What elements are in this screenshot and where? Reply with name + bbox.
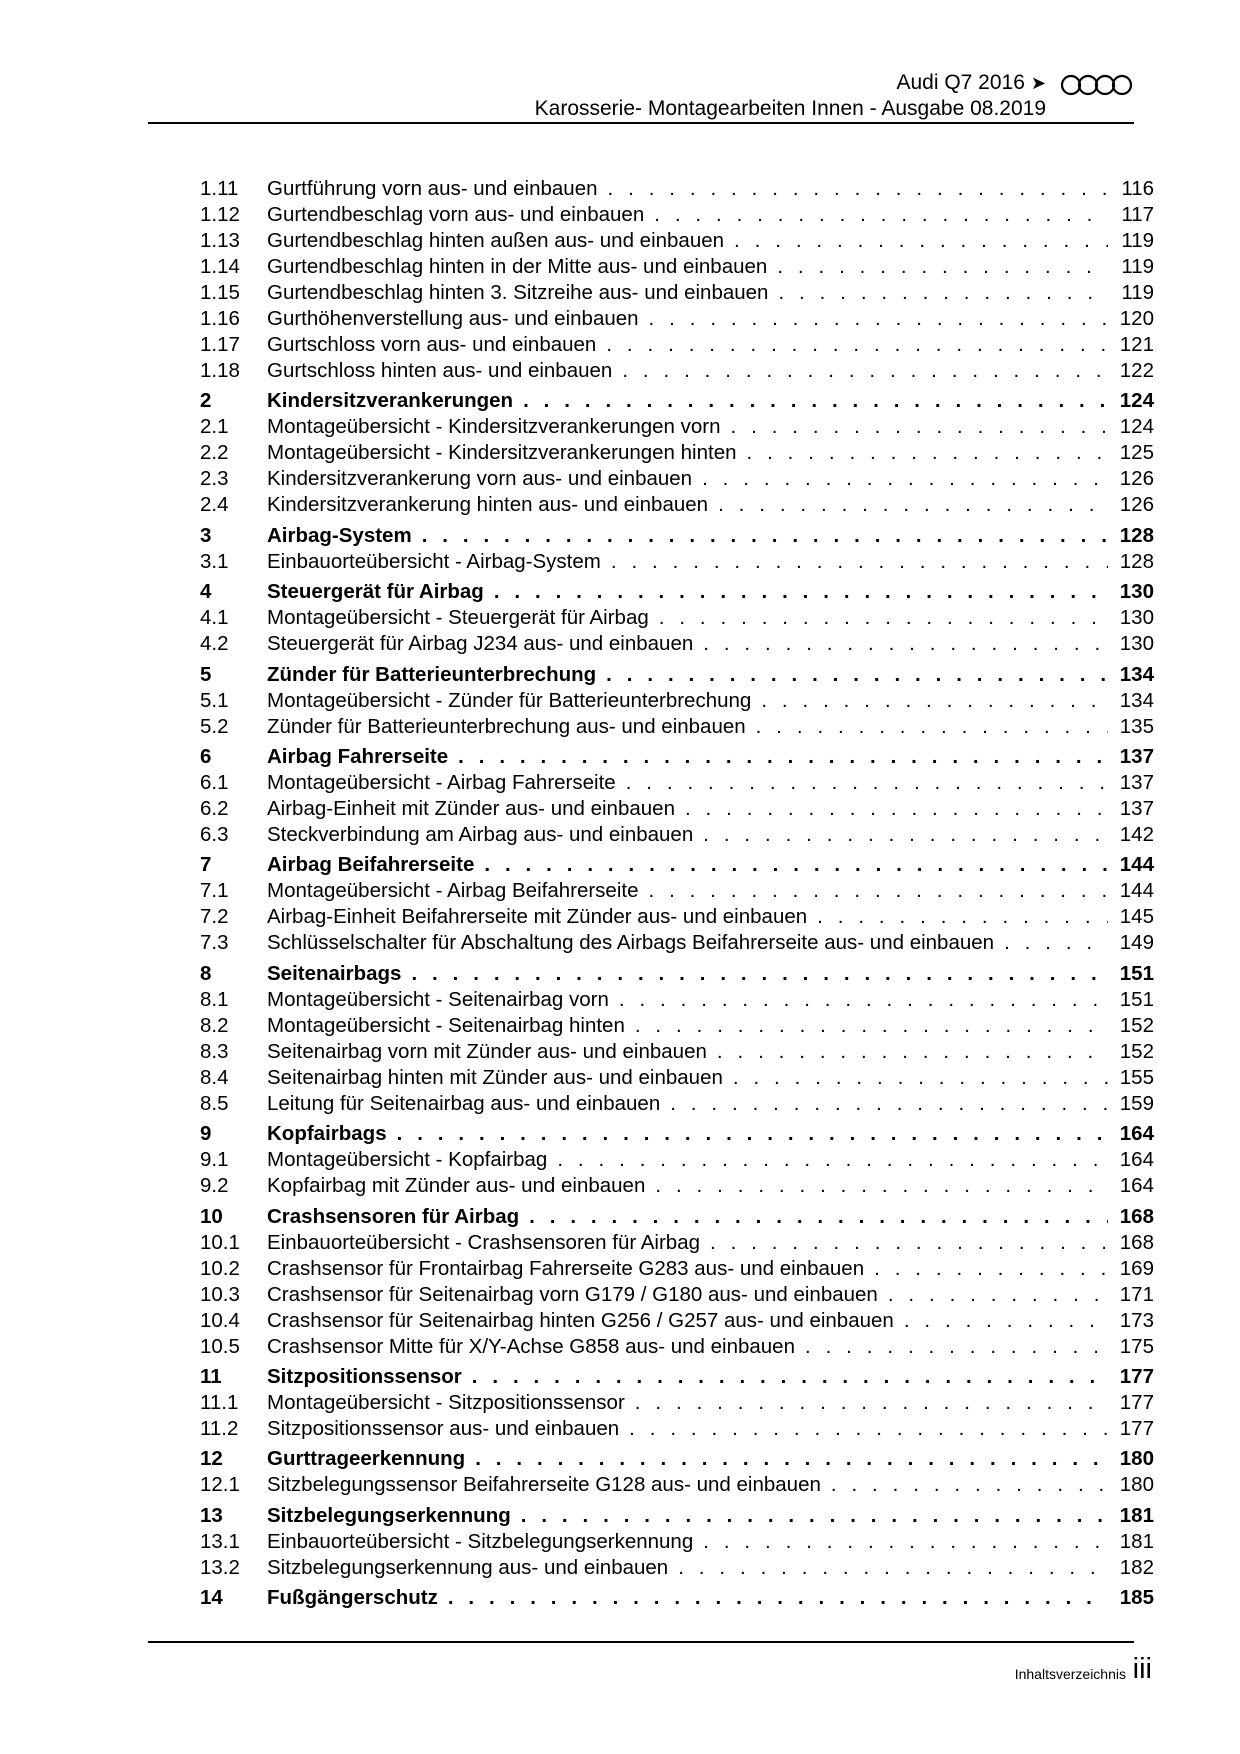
- toc-dot-leader: [521, 1503, 1108, 1529]
- toc-entry-title: Montageübersicht - Sitzpositionssensor: [267, 1390, 625, 1414]
- footer-page-number: iii: [1132, 1653, 1152, 1685]
- toc-chapter-entry[interactable]: [200, 1364, 1154, 1390]
- toc-entry-title: Gurtschloss vorn aus- und einbauen: [267, 333, 597, 356]
- toc-entry-title: Steuergerät für Airbag: [267, 580, 484, 604]
- toc-entry-number: 2.4: [200, 493, 229, 517]
- toc-section-entry[interactable]: [200, 1334, 1154, 1360]
- toc-entry-number: 13: [200, 1503, 223, 1527]
- toc-entry-number: 7: [200, 853, 212, 877]
- toc-section-entry[interactable]: [200, 1390, 1154, 1416]
- toc-chapter-entry[interactable]: [200, 523, 1154, 549]
- toc-entry-page: 175: [1119, 1334, 1154, 1358]
- toc-entry-title: Einbauorteübersicht - Crashsensoren für Airbag: [267, 1230, 701, 1254]
- toc-entry-title: Montageübersicht - Seitenairbag vorn: [267, 987, 609, 1011]
- toc-entry-page: 171: [1119, 1282, 1154, 1306]
- toc-dot-leader: [397, 1121, 1108, 1147]
- toc-entry-title: Fußgängerschutz: [267, 1586, 438, 1610]
- toc-section-entry[interactable]: [200, 1282, 1154, 1308]
- toc-entry-number: 1.12: [200, 203, 240, 226]
- toc-entry-number: 8.1: [200, 987, 229, 1011]
- toc-entry-number: 13.2: [200, 1555, 240, 1579]
- toc-entry-title: Sitzbelegungssensor Beifahrerseite G128 aus- und einbauen: [267, 1473, 821, 1497]
- toc-dot-leader: [777, 254, 1108, 280]
- toc-entry-page: 137: [1119, 770, 1154, 794]
- toc-dot-leader: [731, 414, 1108, 440]
- toc-dot-leader: [670, 1091, 1108, 1117]
- toc-entry-page: 137: [1119, 744, 1154, 768]
- toc-entry-number: 12: [200, 1447, 223, 1471]
- toc-dot-leader: [747, 440, 1109, 466]
- toc-entry-page: 130: [1119, 580, 1154, 604]
- toc-entry-number: 1.16: [200, 307, 240, 330]
- toc-section-entry[interactable]: [200, 254, 1154, 280]
- toc-dot-leader: [703, 1529, 1108, 1555]
- toc-dot-leader: [422, 523, 1108, 549]
- toc-entry-title: Airbag Beifahrerseite: [267, 853, 475, 877]
- page-header: [148, 70, 1134, 124]
- toc-section-entry[interactable]: [200, 904, 1154, 930]
- toc-dot-leader: [635, 1390, 1108, 1416]
- toc-chapter-entry[interactable]: [200, 1503, 1154, 1529]
- toc-dot-leader: [608, 176, 1108, 202]
- toc-entry-number: 4.1: [200, 606, 229, 630]
- toc-entry-number: 1.15: [200, 281, 240, 304]
- toc-chapter-entry[interactable]: [200, 1585, 1154, 1611]
- toc-section-entry[interactable]: [200, 1308, 1154, 1334]
- toc-entry-page: 119: [1121, 281, 1154, 304]
- toc-entry-title: Montageübersicht - Kindersitzverankerungen hinten: [267, 441, 737, 465]
- toc-entry-title: Steckverbindung am Airbag aus- und einbauen: [267, 822, 694, 846]
- toc-entry-title: Sitzbelegungserkennung: [267, 1503, 511, 1527]
- toc-entry-number: 6.3: [200, 822, 229, 846]
- toc-entry-title: Montageübersicht - Seitenairbag hinten: [267, 1013, 625, 1037]
- toc-entry-title: Gurtendbeschlag hinten in der Mitte aus- und einbauen: [267, 255, 768, 278]
- toc-entry-page: 135: [1119, 714, 1154, 738]
- toc-entry-number: 12.1: [200, 1473, 240, 1497]
- toc-entry-title: Sitzpositionssensor aus- und einbauen: [267, 1416, 620, 1440]
- toc-section-entry[interactable]: [200, 332, 1154, 358]
- toc-entry-title: Kindersitzverankerungen: [267, 389, 514, 413]
- toc-entry-number: 14: [200, 1586, 223, 1610]
- toc-entry-title: Kindersitzverankerung hinten aus- und einbauen: [267, 493, 709, 517]
- audi-rings-logo: [1060, 74, 1134, 96]
- toc-entry-number: 7.2: [200, 905, 229, 929]
- toc-entry-number: 3.1: [200, 549, 229, 573]
- footer-divider: [148, 1641, 1134, 1643]
- toc-entry-page: 128: [1119, 549, 1154, 573]
- toc-dot-leader: [649, 306, 1108, 332]
- toc-section-entry[interactable]: [200, 1472, 1154, 1498]
- toc-entry-number: 10.3: [200, 1282, 240, 1306]
- toc-section-entry[interactable]: [200, 1173, 1154, 1199]
- toc-entry-page: 130: [1119, 606, 1154, 630]
- toc-entry-number: 10.2: [200, 1256, 240, 1280]
- toc-entry-number: 2: [200, 389, 212, 413]
- toc-entry-number: 7.3: [200, 931, 229, 955]
- toc-entry-page: 173: [1119, 1308, 1154, 1332]
- toc-section-entry[interactable]: [200, 1091, 1154, 1117]
- toc-entry-number: 4.2: [200, 632, 229, 656]
- toc-section-entry[interactable]: [200, 358, 1154, 384]
- toc-entry-page: 152: [1119, 1013, 1154, 1037]
- toc-dot-leader: [472, 1364, 1108, 1390]
- toc-entry-page: 137: [1119, 796, 1154, 820]
- toc-entry-number: 11: [200, 1364, 222, 1388]
- toc-chapter-entry[interactable]: [200, 1204, 1154, 1230]
- toc-entry-title: Sitzbelegungserkennung aus- und einbauen: [267, 1555, 669, 1579]
- toc-entry-title: Montageübersicht - Zünder für Batterieunterbrechung: [267, 688, 752, 712]
- toc-section-entry[interactable]: [200, 605, 1154, 631]
- toc-entry-title: Airbag Fahrerseite: [267, 744, 449, 768]
- toc-dot-leader: [494, 579, 1108, 605]
- toc-entry-title: Montageübersicht - Airbag Fahrerseite: [267, 770, 616, 794]
- toc-entry-title: Einbauorteübersicht - Sitzbelegungserkennung: [267, 1529, 694, 1553]
- toc-entry-title: Montageübersicht - Kindersitzverankerungen vorn: [267, 415, 721, 439]
- toc-dot-leader: [733, 1065, 1108, 1091]
- toc-entry-title: Kindersitzverankerung vorn aus- und einbauen: [267, 467, 693, 491]
- toc-dot-leader: [702, 466, 1108, 492]
- toc-entry-title: Einbauorteübersicht - Airbag-System: [267, 549, 601, 573]
- header-model-line: [896, 70, 1046, 96]
- header-subtitle: Karosserie- Montagearbeiten Innen - Ausgabe 08.2019: [534, 97, 1046, 120]
- toc-entry-page: 180: [1119, 1473, 1154, 1497]
- toc-entry-page: 122: [1119, 359, 1154, 382]
- toc-dot-leader: [635, 1013, 1108, 1039]
- toc-entry-page: 120: [1119, 307, 1154, 330]
- toc-dot-leader: [734, 228, 1108, 254]
- toc-entry-page: 180: [1119, 1447, 1154, 1471]
- toc-entry-page: 116: [1121, 177, 1154, 200]
- toc-section-entry[interactable]: [200, 1555, 1154, 1581]
- toc-entry-page: 177: [1119, 1390, 1154, 1414]
- toc-entry-number: 8.3: [200, 1039, 229, 1063]
- toc-entry-title: Sitzpositionssensor: [267, 1364, 462, 1388]
- toc-entry-title: Airbag-System: [267, 523, 412, 547]
- toc-entry-number: 9.2: [200, 1174, 229, 1198]
- toc-section-entry[interactable]: [200, 930, 1154, 956]
- toc-section-entry[interactable]: [200, 1230, 1154, 1256]
- toc-dot-leader: [817, 904, 1108, 930]
- toc-section-entry[interactable]: [200, 796, 1154, 822]
- toc-dot-leader: [475, 1446, 1108, 1472]
- toc-entry-number: 11.1: [200, 1390, 239, 1414]
- toc-section-entry[interactable]: [200, 714, 1154, 740]
- toc-entry-title: Kopfairbag mit Zünder aus- und einbauen: [267, 1174, 646, 1198]
- toc-dot-leader: [606, 332, 1108, 358]
- toc-entry-number: 9.1: [200, 1148, 229, 1172]
- toc-entry-page: 134: [1119, 688, 1154, 712]
- toc-entry-title: Airbag-Einheit Beifahrerseite mit Zünder aus- und einbauen: [267, 905, 808, 929]
- toc-chapter-entry[interactable]: [200, 662, 1154, 688]
- toc-entry-title: Crashsensor Mitte für X/Y-Achse G858 aus- und einbauen: [267, 1334, 795, 1358]
- toc-section-entry[interactable]: [200, 202, 1154, 228]
- toc-chapter-entry[interactable]: [200, 1121, 1154, 1147]
- toc-dot-leader: [1004, 930, 1108, 956]
- toc-dot-leader: [622, 358, 1108, 384]
- toc-entry-number: 1.13: [200, 229, 240, 252]
- toc-section-entry[interactable]: [200, 631, 1154, 657]
- toc-entry-title: Montageübersicht - Steuergerät für Airbag: [267, 606, 649, 630]
- toc-dot-leader: [831, 1472, 1108, 1498]
- toc-section-entry[interactable]: [200, 1147, 1154, 1173]
- toc-entry-page: 182: [1119, 1555, 1154, 1579]
- toc-chapter-entry[interactable]: [200, 961, 1154, 987]
- toc-entry-number: 11.2: [200, 1416, 239, 1440]
- toc-entry-title: Gurttrageerkennung: [267, 1447, 466, 1471]
- toc-entry-number: 5.2: [200, 714, 229, 738]
- toc-entry-number: 8.2: [200, 1013, 229, 1037]
- toc-section-entry[interactable]: [200, 987, 1154, 1013]
- toc-entry-page: 181: [1119, 1503, 1154, 1527]
- toc-entry-title: Crashsensor für Frontairbag Fahrerseite G283 aus- und einbauen: [267, 1256, 865, 1280]
- toc-entry-page: 181: [1119, 1529, 1154, 1553]
- toc-entry-title: Seitenairbags: [267, 961, 402, 985]
- toc-dot-leader: [718, 492, 1108, 518]
- toc-entry-title: Gurtschloss hinten aus- und einbauen: [267, 359, 613, 382]
- toc-entry-number: 1.14: [200, 255, 240, 278]
- toc-dot-leader: [557, 1147, 1108, 1173]
- toc-entry-title: Leitung für Seitenairbag aus- und einbauen: [267, 1091, 661, 1115]
- toc-section-entry[interactable]: [200, 822, 1154, 848]
- toc-section-entry[interactable]: [200, 1256, 1154, 1282]
- toc-entry-page: 159: [1119, 1091, 1154, 1115]
- footer-section-label: Inhaltsverzeichnis: [1014, 1666, 1126, 1682]
- toc-entry-page: 152: [1119, 1039, 1154, 1063]
- toc-dot-leader: [484, 852, 1108, 878]
- toc-entry-page: 168: [1119, 1230, 1154, 1254]
- toc-entry-page: 128: [1119, 523, 1154, 547]
- arrow-right-icon: ➤: [1030, 73, 1046, 93]
- toc-chapter-entry[interactable]: [200, 744, 1154, 770]
- toc-entry-number: 2.2: [200, 441, 229, 465]
- toc-chapter-entry[interactable]: [200, 852, 1154, 878]
- toc-entry-number: 10.4: [200, 1308, 240, 1332]
- toc-entry-title: Gurtführung vorn aus- und einbauen: [267, 177, 598, 200]
- toc-dot-leader: [448, 1585, 1108, 1611]
- toc-section-entry[interactable]: [200, 228, 1154, 254]
- toc-entry-title: Schlüsselschalter für Abschaltung des Airbags Beifahrerseite aus- und einbauen: [267, 931, 995, 955]
- toc-entry-title: Montageübersicht - Kopfairbag: [267, 1148, 548, 1172]
- toc-entry-page: 155: [1119, 1065, 1154, 1089]
- toc-entry-page: 142: [1119, 822, 1154, 846]
- toc-entry-title: Gurtendbeschlag hinten 3. Sitzreihe aus- und einbauen: [267, 281, 769, 304]
- toc-entry-page: 126: [1119, 467, 1154, 491]
- toc-entry-number: 1.18: [200, 359, 240, 382]
- toc-dot-leader: [685, 796, 1108, 822]
- toc-dot-leader: [678, 1555, 1108, 1581]
- toc-entry-page: 124: [1119, 415, 1154, 439]
- toc-section-entry[interactable]: [200, 1416, 1154, 1442]
- header-model: Audi Q7 2016: [896, 71, 1025, 94]
- toc-entry-title: Zünder für Batterieunterbrechung aus- und einbauen: [267, 714, 746, 738]
- toc-entry-title: Montageübersicht - Airbag Beifahrerseite: [267, 879, 639, 903]
- toc-entry-page: 177: [1119, 1364, 1154, 1388]
- toc-entry-number: 8: [200, 961, 212, 985]
- toc-chapter-entry[interactable]: [200, 579, 1154, 605]
- toc-entry-page: 117: [1121, 203, 1154, 226]
- toc-entry-number: 4: [200, 580, 212, 604]
- toc-dot-leader: [756, 714, 1108, 740]
- toc-entry-page: 119: [1121, 229, 1154, 252]
- toc-dot-leader: [629, 1416, 1108, 1442]
- toc-dot-leader: [648, 878, 1108, 904]
- toc-section-entry[interactable]: [200, 280, 1154, 306]
- toc-dot-leader: [778, 280, 1108, 306]
- toc-section-entry[interactable]: [200, 549, 1154, 575]
- toc-dot-leader: [655, 1173, 1108, 1199]
- toc-dot-leader: [761, 688, 1108, 714]
- toc-entry-title: Seitenairbag vorn mit Zünder aus- und einbauen: [267, 1039, 707, 1063]
- toc-entry-number: 10: [200, 1204, 223, 1228]
- toc-entry-page: 145: [1119, 905, 1154, 929]
- toc-entry-page: 168: [1119, 1204, 1154, 1228]
- toc-dot-leader: [626, 770, 1108, 796]
- toc-entry-number: 1.17: [200, 333, 240, 356]
- toc-dot-leader: [659, 605, 1108, 631]
- toc-entry-page: 126: [1119, 493, 1154, 517]
- toc-entry-page: 144: [1119, 879, 1154, 903]
- toc-entry-page: 164: [1119, 1122, 1154, 1146]
- toc-section-entry[interactable]: [200, 878, 1154, 904]
- toc-entry-title: Airbag-Einheit mit Zünder aus- und einbauen: [267, 796, 675, 820]
- toc-entry-page: 151: [1119, 987, 1154, 1011]
- toc-entry-title: Gurtendbeschlag hinten außen aus- und einbauen: [267, 229, 725, 252]
- toc-dot-leader: [703, 822, 1108, 848]
- toc-entry-page: 169: [1119, 1256, 1154, 1280]
- toc-entry-page: 164: [1119, 1174, 1154, 1198]
- toc-dot-leader: [619, 987, 1108, 1013]
- toc-entry-title: Crashsensor für Seitenairbag hinten G256 / G257 aus- und einbauen: [267, 1308, 894, 1332]
- toc-entry-number: 2.3: [200, 467, 229, 491]
- toc-entry-page: 144: [1119, 853, 1154, 877]
- toc-dot-leader: [606, 662, 1108, 688]
- toc-section-entry[interactable]: [200, 176, 1154, 202]
- toc-entry-page: 124: [1119, 389, 1154, 413]
- toc-entry-page: 125: [1119, 441, 1154, 465]
- toc-entry-page: 134: [1119, 662, 1154, 686]
- toc-entry-number: 2.1: [200, 415, 229, 439]
- toc-entry-page: 149: [1119, 931, 1154, 955]
- toc-entry-page: 121: [1119, 333, 1154, 356]
- toc-entry-number: 3: [200, 523, 212, 547]
- toc-entry-title: Crashsensoren für Airbag: [267, 1204, 520, 1228]
- toc-chapter-entry[interactable]: [200, 388, 1154, 414]
- toc-dot-leader: [805, 1334, 1108, 1360]
- toc-entry-number: 5.1: [200, 688, 229, 712]
- toc-entry-number: 5: [200, 662, 212, 686]
- toc-section-entry[interactable]: [200, 306, 1154, 332]
- toc-entry-number: 8.5: [200, 1091, 229, 1115]
- toc-entry-title: Zünder für Batterieunterbrechung: [267, 662, 597, 686]
- toc-entry-number: 6: [200, 744, 212, 768]
- toc-section-entry[interactable]: [200, 1039, 1154, 1065]
- toc-entry-page: 119: [1121, 255, 1154, 278]
- toc-entry-number: 1.11: [200, 177, 239, 200]
- toc-section-entry[interactable]: [200, 440, 1154, 466]
- toc-section-entry[interactable]: [200, 770, 1154, 796]
- toc-entry-number: 9: [200, 1122, 212, 1146]
- table-of-contents: [200, 176, 1154, 1611]
- toc-section-entry[interactable]: [200, 1013, 1154, 1039]
- toc-entry-title: Kopfairbags: [267, 1122, 387, 1146]
- toc-section-entry[interactable]: [200, 414, 1154, 440]
- toc-dot-leader: [710, 1230, 1108, 1256]
- toc-dot-leader: [411, 961, 1108, 987]
- toc-dot-leader: [529, 1204, 1108, 1230]
- toc-entry-page: 185: [1119, 1586, 1154, 1610]
- toc-dot-leader: [703, 631, 1108, 657]
- toc-section-entry[interactable]: [200, 688, 1154, 714]
- toc-entry-number: 6.2: [200, 796, 229, 820]
- toc-entry-number: 10.1: [200, 1230, 240, 1254]
- toc-dot-leader: [717, 1039, 1108, 1065]
- toc-entry-title: Steuergerät für Airbag J234 aus- und einbauen: [267, 632, 694, 656]
- toc-entry-number: 6.1: [200, 770, 229, 794]
- toc-dot-leader: [874, 1256, 1108, 1282]
- toc-entry-title: Gurtendbeschlag vorn aus- und einbauen: [267, 203, 645, 226]
- toc-entry-number: 7.1: [200, 879, 229, 903]
- toc-dot-leader: [611, 549, 1108, 575]
- toc-entry-page: 164: [1119, 1148, 1154, 1172]
- toc-dot-leader: [654, 202, 1108, 228]
- toc-section-entry[interactable]: [200, 1065, 1154, 1091]
- toc-entry-number: 13.1: [200, 1529, 240, 1553]
- toc-entry-number: 8.4: [200, 1065, 229, 1089]
- toc-entry-title: Seitenairbag hinten mit Zünder aus- und einbauen: [267, 1065, 723, 1089]
- toc-section-entry[interactable]: [200, 1529, 1154, 1555]
- toc-chapter-entry[interactable]: [200, 1446, 1154, 1472]
- toc-entry-number: 10.5: [200, 1334, 240, 1358]
- toc-dot-leader: [458, 744, 1108, 770]
- toc-entry-title: Crashsensor für Seitenairbag vorn G179 / G180 aus- und einbauen: [267, 1282, 878, 1306]
- toc-entry-page: 151: [1119, 961, 1154, 985]
- toc-section-entry[interactable]: [200, 466, 1154, 492]
- toc-dot-leader: [523, 388, 1108, 414]
- toc-entry-page: 130: [1119, 632, 1154, 656]
- toc-dot-leader: [888, 1282, 1108, 1308]
- toc-dot-leader: [904, 1308, 1108, 1334]
- toc-entry-title: Gurthöhenverstellung aus- und einbauen: [267, 307, 639, 330]
- toc-section-entry[interactable]: [200, 492, 1154, 518]
- toc-entry-page: 177: [1119, 1416, 1154, 1440]
